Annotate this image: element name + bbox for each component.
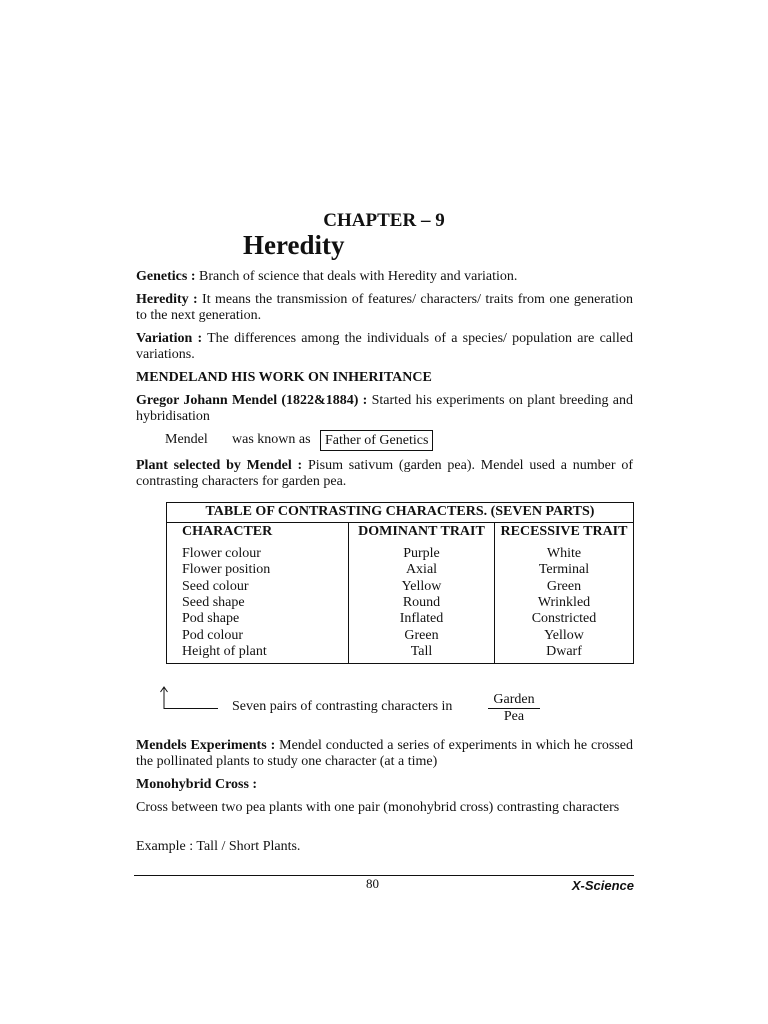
table-cell: Height of plant — [182, 644, 267, 660]
table-cell: Round — [402, 594, 441, 610]
table-cell: Green — [546, 578, 582, 594]
mendel-phrase: was known as — [232, 432, 311, 447]
heredity-term: Heredity : — [136, 292, 198, 307]
table-cell: Purple — [403, 545, 440, 561]
table-cell: Yellow — [544, 627, 584, 643]
plant-selected-text: Pisum sativum (garden pea). Mendel used a number of contrasting characters for garden pea. — [136, 458, 633, 489]
variation-definition — [136, 331, 633, 363]
table-cell: Dwarf — [546, 644, 582, 660]
mendel-bio-text: Started his experiments on plant breeding and hybridisation — [136, 393, 633, 424]
mendel-subject: Mendel — [165, 432, 208, 447]
arrow-connector — [164, 708, 218, 709]
arrow-up-icon — [159, 686, 169, 710]
variation-text: The differences among the individuals of a species/ population are called variations. — [136, 331, 633, 362]
table-cell: Yellow — [401, 578, 442, 594]
table-cell: Inflated — [399, 611, 444, 627]
example-text: Example : Tall / Short Plants. — [136, 839, 301, 854]
chapter-label: CHAPTER – 9 — [323, 210, 445, 231]
fraction-bottom: Pea — [503, 709, 525, 724]
experiments-text: Mendel conducted a series of experiments in which he crossed the pollinated plants to study one character (at a time) — [136, 738, 633, 769]
table-cell: Pod shape — [182, 611, 240, 627]
genetics-term: Genetics : — [136, 269, 196, 284]
subject-label: X-Science — [571, 878, 634, 893]
table-cell: Seed colour — [182, 578, 249, 594]
pairs-note: Seven pairs of contrasting characters in — [232, 699, 453, 714]
header-recessive: RECESSIVE TRAIT — [495, 523, 634, 544]
heredity-definition — [136, 292, 633, 324]
father-of-genetics-box: Father of Genetics — [320, 430, 433, 451]
genetics-text: Branch of science that deals with Heredity and variation. — [198, 269, 518, 284]
page-title: Heredity — [243, 230, 345, 260]
section-heading: MENDELAND HIS WORK ON INHERITANCE — [136, 370, 432, 385]
contrasting-characters-table — [166, 502, 634, 664]
table-cell: Green — [404, 627, 439, 643]
mendels-experiments — [136, 738, 633, 770]
variation-term: Variation : — [136, 331, 203, 346]
plant-selected — [136, 458, 633, 490]
plant-selected-term: Plant selected by Mendel : — [136, 458, 303, 473]
experiments-term: Mendels Experiments : — [136, 738, 276, 753]
garden-pea-fraction — [488, 692, 540, 725]
character-column — [167, 544, 349, 663]
table-cell: Pod colour — [182, 627, 244, 643]
header-character: CHARACTER — [167, 523, 349, 544]
fraction-top: Garden — [488, 692, 540, 709]
table-cell: Flower position — [182, 562, 271, 578]
heredity-text: It means the transmission of features/ characters/ traits from one generation to the next generation. — [136, 292, 634, 323]
page-number: 80 — [366, 876, 379, 891]
monohybrid-heading: Monohybrid Cross : — [136, 777, 258, 792]
table-cell: Constricted — [531, 611, 597, 627]
mendel-bio — [136, 393, 633, 425]
table-cell: White — [546, 545, 582, 561]
table-cell: Terminal — [538, 562, 590, 578]
table-cell: Axial — [405, 562, 438, 578]
table-caption: TABLE OF CONTRASTING CHARACTERS. (SEVEN PARTS) — [167, 503, 634, 523]
mendel-bio-term: Gregor Johann Mendel (1822&1884) : — [136, 393, 368, 408]
table-cell: Seed shape — [182, 594, 245, 610]
genetics-definition — [136, 269, 633, 285]
dominant-column — [349, 544, 495, 663]
footer-rule — [134, 875, 634, 876]
table-cell: Tall — [410, 644, 433, 660]
recessive-column — [495, 544, 634, 663]
header-dominant: DOMINANT TRAIT — [349, 523, 495, 544]
table-cell: Wrinkled — [537, 594, 591, 610]
monohybrid-text: Cross between two pea plants with one pair (monohybrid cross) contrasting characters — [136, 800, 620, 815]
table-cell: Flower colour — [182, 545, 261, 561]
